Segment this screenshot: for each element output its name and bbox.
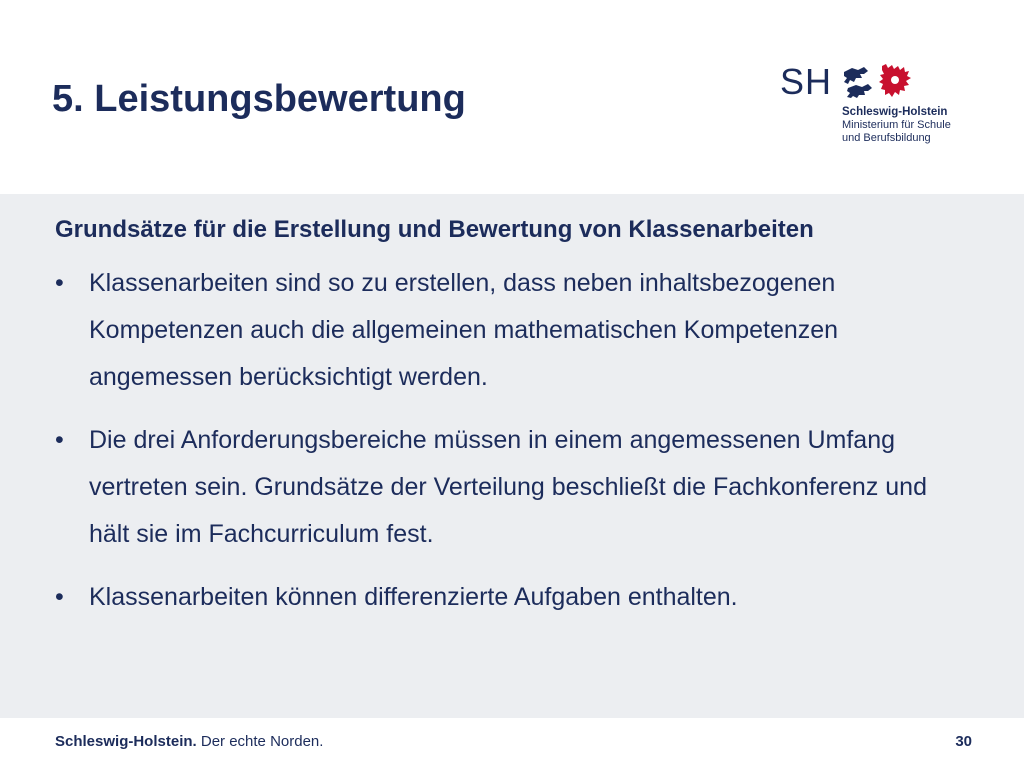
bullet-item (55, 417, 955, 558)
bullet-icon: • (55, 269, 64, 297)
logo-line-3: und Berufsbildung (842, 132, 931, 144)
bullet-icon: • (55, 583, 64, 611)
bullet-list (55, 260, 955, 637)
bullet-item (55, 574, 955, 621)
slide-title: 5. Leistungsbewertung (52, 78, 466, 120)
footer-brand: Schleswig-Holstein. (55, 733, 197, 750)
content-panel (0, 194, 1024, 718)
coat-of-arms-icon (842, 64, 914, 98)
bullet-icon: • (55, 426, 64, 454)
logo-line-2: Ministerium für Schule (842, 119, 951, 131)
ministry-logo (780, 62, 980, 152)
bullet-item (55, 260, 955, 401)
bullet-text: Klassenarbeiten können differenzierte Aufgaben enthalten. (89, 583, 738, 611)
logo-text (842, 106, 951, 145)
page-number: 30 (955, 733, 972, 750)
logo-letters: SH (780, 61, 833, 102)
footer-tagline: Der echte Norden. (196, 733, 324, 750)
logo-line-1: Schleswig-Holstein (842, 106, 948, 118)
footer-slogan (55, 733, 323, 750)
panel-subtitle: Grundsätze für die Erstellung und Bewertung von Klassenarbeiten (55, 216, 814, 243)
bullet-text: Die drei Anforderungsbereiche müssen in einem angemessenen Umfang vertreten sein. Grundsätze der Verteilung beschließt die Fachkonferenz und hält sie im Fachcurriculum fest. (89, 426, 927, 548)
bullet-text: Klassenarbeiten sind so zu erstellen, dass neben inhaltsbezogenen Kompetenzen auch die allgemeinen mathematischen Kompetenzen angemessen berücksichtigt werden. (89, 269, 839, 391)
